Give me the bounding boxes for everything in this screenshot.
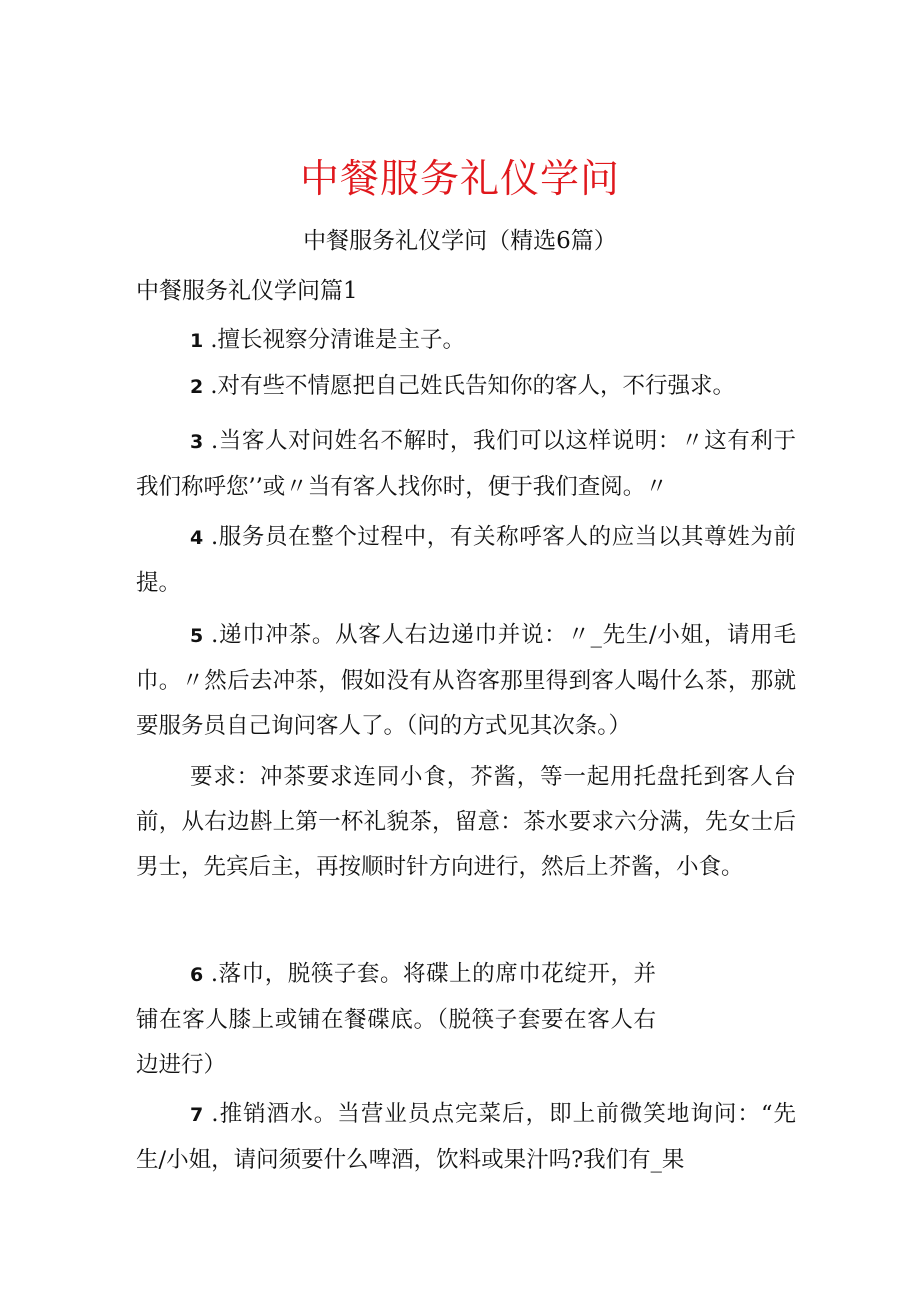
- item-number: 7: [190, 1104, 204, 1126]
- document-title: 中餐服务礼仪学问: [299, 157, 620, 202]
- item-text: .对有些不情愿把自己姓氏告知你的客人，不行强求。: [203, 373, 736, 399]
- item-text: .擅长视察分清谁是主子。: [203, 327, 466, 353]
- paragraph-item-2: [136, 364, 796, 410]
- item-number: 6: [190, 964, 204, 986]
- section-heading: 中餐服务礼仪学问篇1: [136, 278, 358, 304]
- item-number: 4: [190, 527, 204, 549]
- paragraph-item-3: [136, 419, 796, 510]
- item-text: .推销酒水。当营业员点完菜后，即上前微笑地询问：“先生/小姐，请问须要什么啤酒，饮料或果汁吗?我们有_果: [136, 1101, 796, 1173]
- item-text: .递巾冲茶。从客人右边递巾并说：〃_先生/小姐，请用毛巾。〃然后去冲茶，假如没有从咨客那里得到客人喝什么茶，那就要服务员自己询问客人了。（问的方式见其次条。）: [136, 622, 796, 739]
- paragraph-item-6: [136, 952, 656, 1088]
- item-number: 2: [190, 376, 204, 398]
- item-text: .当客人对问姓名不解时，我们可以这样说明：〃这有利于我们称呼您’’或〃当有客人找你时，便于我们查阅。〃: [136, 428, 796, 500]
- item-text: .服务员在整个过程中，有关称呼客人的应当以其尊姓为前提。: [136, 524, 796, 596]
- document-subtitle: 中餐服务礼仪学问（精选6篇）: [303, 228, 617, 254]
- item-text: 要求：冲茶要求连同小食，芥酱，等一起用托盘托到客人台前，从右边斟上第一杯礼貌茶，留意：茶水要求六分满，先女士后男士，先宾后主，再按顺时针方向进行，然后上芥酱，小食。: [136, 764, 796, 880]
- paragraph-item-1: [136, 318, 796, 364]
- item-text: .落巾，脱筷子套。将碟上的席巾花绽开，并铺在客人膝上或铺在餐碟底。（脱筷子套要在客人右边进行）: [136, 961, 656, 1078]
- item-number: 3: [190, 431, 204, 453]
- item-number: 1: [190, 330, 204, 352]
- paragraph-item-7: [136, 1092, 796, 1183]
- item-number: 5: [190, 625, 204, 647]
- paragraph-item-5: [136, 613, 796, 749]
- paragraph-requirements: [136, 755, 796, 890]
- paragraph-item-4: [136, 515, 796, 606]
